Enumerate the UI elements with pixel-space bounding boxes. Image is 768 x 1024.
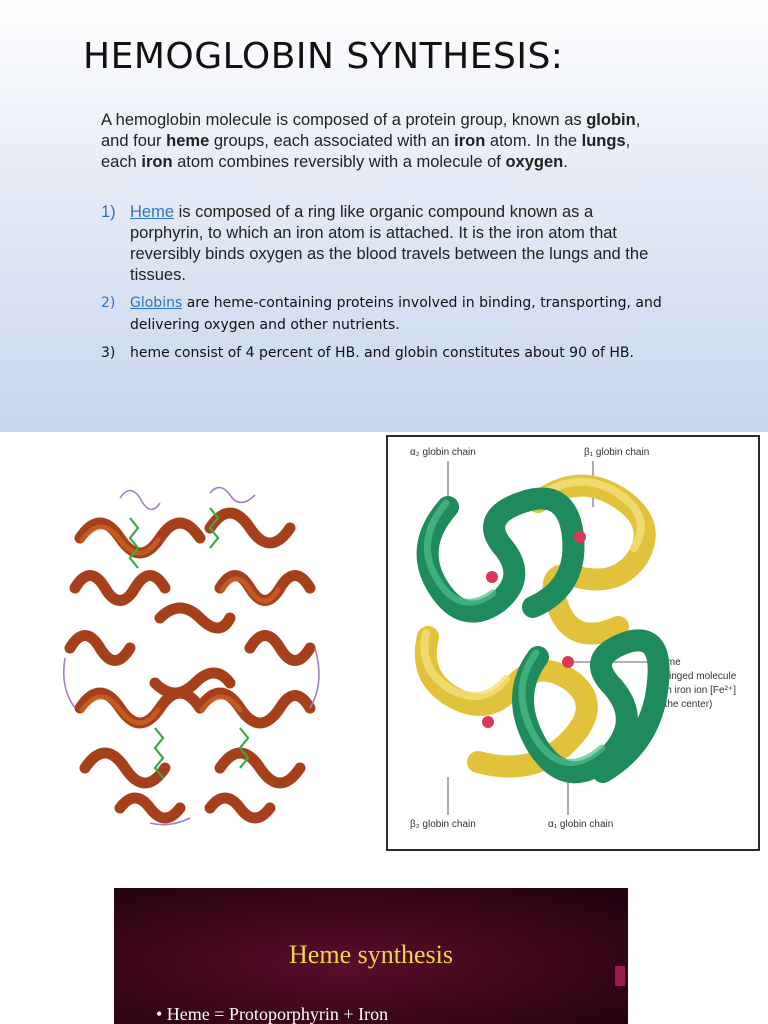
list-item-text: heme consist of 4 percent of HB. and globin constitutes about 90 of HB. (130, 345, 634, 361)
heme-label: Heme (654, 657, 681, 668)
beta1-label: β₁ globin chain (584, 447, 650, 458)
heme-link[interactable]: Heme (130, 203, 175, 221)
list-number: 1) (101, 203, 116, 221)
intro-seg: atom combines reversibly with a molecule of (172, 153, 506, 171)
list-number: 2) (101, 295, 116, 311)
slide-title: HEMOGLOBIN SYNTHESIS: (83, 36, 564, 77)
intro-paragraph (101, 110, 661, 173)
heme-label-line3: with iron ion [Fe²⁺] (654, 685, 736, 696)
hemoglobin-ribbon-structure-image (60, 478, 328, 830)
globin-chains-illustration (388, 437, 758, 849)
intro-seg: heme (166, 132, 210, 150)
intro-seg: oxygen (505, 153, 564, 171)
heme-label-line4: in the center) (654, 699, 713, 710)
intro-seg: globin (586, 111, 636, 129)
beta2-label: β₂ globin chain (410, 819, 476, 830)
globin-chain-diagram (386, 435, 760, 851)
heme-label-line2: (a ringed molecule (654, 671, 737, 682)
list-item-text: are heme-containing proteins involved in binding, transporting, and delivering oxygen and other nutrients. (130, 295, 662, 333)
intro-seg: iron (141, 153, 173, 171)
list-number: 3) (101, 345, 116, 361)
slide2-bullet: • Heme = Protoporphyrin + Iron (156, 1004, 389, 1024)
intro-seg: groups, each associated with an (209, 132, 455, 150)
slide2-accent-tab (615, 966, 625, 986)
globins-link[interactable]: Globins (130, 295, 183, 311)
alpha1-label: α₁ globin chain (548, 819, 614, 830)
intro-seg: , each (101, 132, 631, 171)
slide2-heading: Heme synthesis (289, 940, 453, 969)
intro-seg: atom. In the (485, 132, 582, 150)
intro-seg: . (563, 153, 568, 171)
slide-hemoglobin-synthesis (0, 0, 768, 432)
intro-seg: , and four (101, 111, 641, 150)
slide-heme-synthesis (114, 888, 628, 1024)
intro-seg: lungs (581, 132, 626, 150)
intro-seg: A hemoglobin molecule is composed of a protein group, known as (101, 111, 587, 129)
intro-seg: iron (454, 132, 486, 150)
alpha2-label: α₂ globin chain (410, 447, 476, 458)
list-item-text: is composed of a ring like organic compound known as a porphyrin, to which an iron atom is attached. It is the iron atom that reversibly binds oxygen as the blood travels between the lungs and the tissues. (130, 203, 649, 284)
